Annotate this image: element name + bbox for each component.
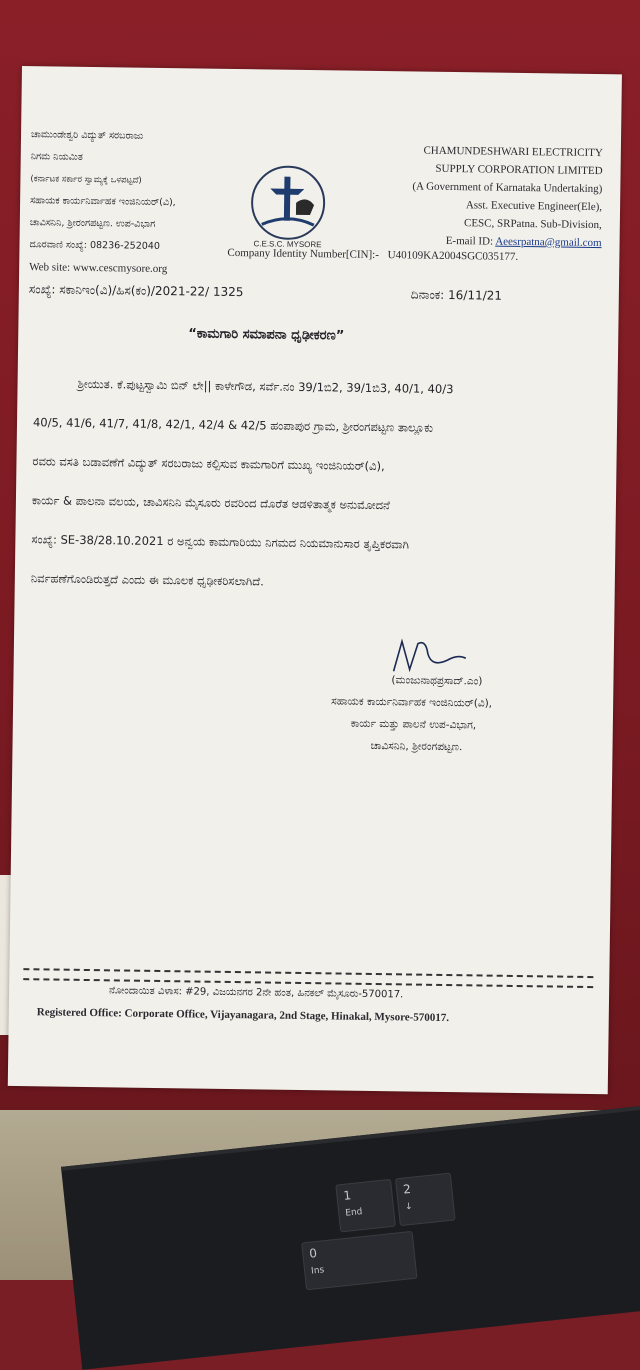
footer-address-en: Registered Office: Corporate Office, Vijayanagara, 2nd Stage, Hinakal, Mysore-570017. [36,1006,450,1025]
document-title: “ಕಾಮಗಾರಿ ಸಮಾಪನಾ ಧೃಢೀಕರಣ” [188,326,345,344]
reference-number: ಸಂಖ್ಯೆ: ಸಕಾನಿಇಂ(ವಿ)/ಹಿಸ(ಕಂ)/2021-22/ 1325 [28,282,244,300]
cesc-logo [239,154,336,251]
signatory-designation: ಸಹಾಯಕ ಕಾರ್ಯನಿರ್ವಾಹಕ ಇಂಜಿನಿಯರ್(ವಿ), [331,695,493,710]
office-place-kn: ಚಾವಿಸನಿನಿ, ಶ್ರೀರಂಗಪಟ್ಟಣ. ಉಪ-ವಿಭಾಗ [29,217,156,230]
email-address[interactable]: Aeesrpatna@gmail.com [495,235,602,250]
body-line: ಕಾರ್ಯ & ಪಾಲನಾ ವಲಯ, ಚಾವಿಸನಿನಿ ಮೈಸೂರು ರವರಿಂದ ದೊರೆತ ಆಡಳಿತಾತ್ಮಕ ಅನುಮೋದನೆ [31,493,391,513]
email-label: E-mail ID: [445,234,494,248]
body-line: ನಿರ್ವಹಣೆಗೊಂಡಿರುತ್ತದೆ ಎಂದು ಈ ಮೂಲಕ ಧೃಢೀಕರಿಸಲಾಗಿದೆ. [30,571,264,589]
header-left [29,124,177,280]
org-name-en-1: CHAMUNDESHWARI ELECTRICITY [423,144,603,160]
letter-page [8,66,622,1094]
body-line: ಶ್ರೀಯುತ. ಕೆ.ಪುಟ್ಟಸ್ವಾಮಿ ಬಿನ್ ಲೇ|| ಕಾಳೇಗೌಡ, ಸರ್ವೆ.ನಂ 39/1ಬಿ2, 39/1ಬಿ3, 40/1, 40/3 [77,376,454,397]
body-line: ಸಂಖ್ಯೆ: SE-38/28.10.2021 ರ ಅನ್ವಯ ಕಾಮಗಾರಿಯು ನಿಗಮದ ನಿಯಮಾನುಸಾರ ತೃಪ್ತಿಕರವಾಗಿ [31,532,410,552]
letter-body [31,364,604,606]
body-line: 40/5, 41/6, 41/7, 41/8, 42/1, 42/4 & 42/5 ಹಂಪಾಪುರ ಗ್ರಾಮ, ಶ್ರೀರಂಗಪಟ್ಟಣ ತಾಲ್ಲೂಕು [32,415,434,435]
cin-value: U40109KA2004SGC035177. [387,249,519,263]
signatory-office: ಕಾರ್ಯ ಮತ್ತು ಪಾಲನೆ ಉಪ-ವಿಭಾಗ, [350,717,477,732]
key-1: 1 End [335,1179,396,1233]
office-designation-en: Asst. Executive Engineer(Ele), [465,199,603,214]
office-designation-kn: ಸಹಾಯಕ ಕಾರ್ಯನಿರ್ವಾಹಕ ಇಂಜಿನಿಯರ್(ವಿ), [30,195,176,209]
body-line: ರವರು ವಸತಿ ಬಡಾವಣೆಗೆ ವಿದ್ಯುತ್ ಸರಬರಾಜು ಕಲ್ಪಿಸುವ ಕಾಮಗಾರಿಗೆ ಮುಖ್ಯ ಇಂಜಿನಿಯರ್(ವಿ), [32,454,385,474]
office-place-en: CESC, SRPatna. Sub-Division, [463,217,602,232]
cin-label: Company Identity Number[CIN]:- [227,246,380,262]
org-name-kn: ಚಾಮುಂಡೇಶ್ವರಿ ವಿದ್ಯುತ್ ಸರಬರಾಜು [30,129,144,142]
signatory-name: (ಮಂಜುನಾಥಪ್ರಸಾದ್.ಎಂ) [391,674,483,688]
letter-date: ದಿನಾಂಕ: 16/11/21 [410,287,503,303]
org-type-kn: ನಿಗಮ ನಿಯಮಿತ [30,151,83,163]
org-name-en-2: SUPPLY CORPORATION LIMITED [435,162,603,178]
logo-text: C.E.S.C. MYSORE [253,239,322,250]
signature-block [330,668,492,758]
signatory-place: ಚಾವಿಸನಿನಿ, ಶ್ರೀರಂಗಪಟ್ಟಣ. [370,739,463,754]
govt-note-kn: (ಕರ್ನಾಟಕ ಸರ್ಕಾರ ಸ್ವಾಮ್ಯಕ್ಕೆ ಒಳಪಟ್ಟದೆ) [30,174,142,186]
footer-address-kn: ನೋಂದಾಯಿತ ವಿಳಾಸ: #29, ವಿಜಯನಗರ 2ನೇ ಹಂತ, ಹಿನಕಲ್ ಮೈಸೂರು-570017. [109,985,404,1001]
key-2: 2 ↓ [395,1173,456,1227]
header-right [411,141,602,252]
key-0: 0 Ins [301,1231,417,1290]
website: Web site: www.cescmysore.org [29,261,168,276]
phone-number: ದೂರವಾಣಿ ಸಂಖ್ಯೆ: 08236-252040 [29,239,160,252]
govt-note-en: (A Government of Karnataka Undertaking) [412,180,603,196]
